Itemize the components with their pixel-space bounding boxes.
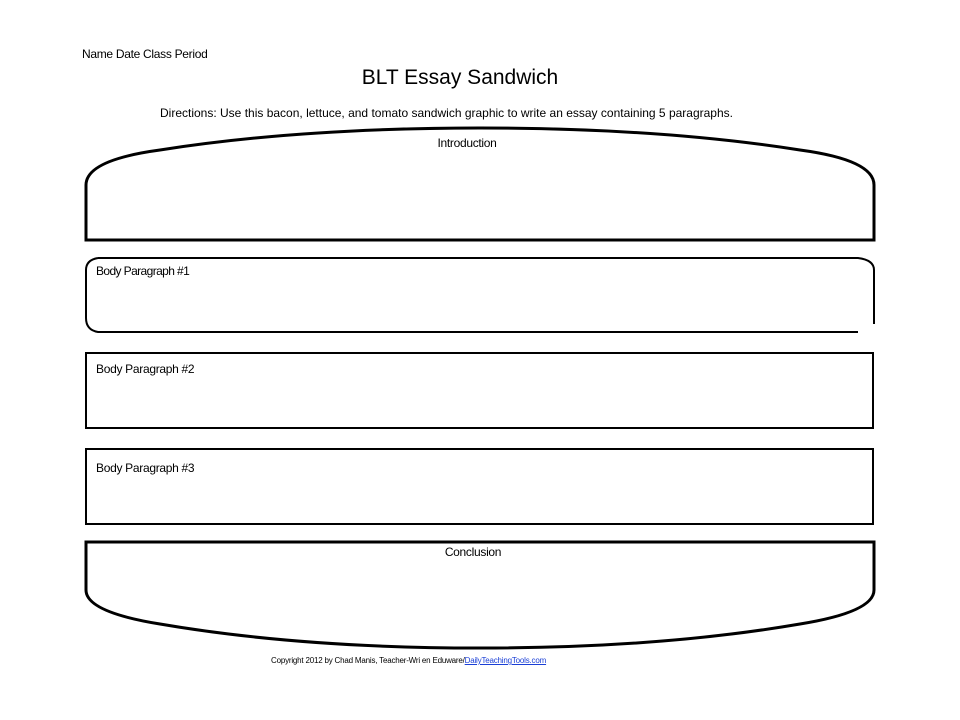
- daily-teaching-tools-link[interactable]: DailyTeachingTools.com: [464, 656, 547, 665]
- body-paragraph-1-label: Body Paragraph #1: [96, 264, 190, 278]
- page-title: BLT Essay Sandwich: [361, 66, 559, 89]
- body-paragraph-3-label: Body Paragraph #3: [96, 461, 195, 475]
- body-paragraph-2-box[interactable]: [86, 353, 873, 428]
- directions-text: Directions: Use this bacon, lettuce, and tomato sandwich graphic to write an essay containing 5 paragraphs.: [160, 106, 733, 120]
- body-paragraph-2-label: Body Paragraph #2: [96, 362, 195, 376]
- name-date-class-period-line: Name Date Class Period: [82, 47, 208, 61]
- copyright-text: Copyright 2012 by Chad Manis, Teacher-Wri en Eduware/: [271, 656, 465, 665]
- conclusion-label: Conclusion: [444, 545, 502, 559]
- copyright-footer: [271, 656, 546, 665]
- introduction-label: Introduction: [437, 136, 497, 150]
- body-paragraph-3-box[interactable]: [86, 449, 873, 524]
- body-paragraph-1-box[interactable]: [86, 258, 874, 332]
